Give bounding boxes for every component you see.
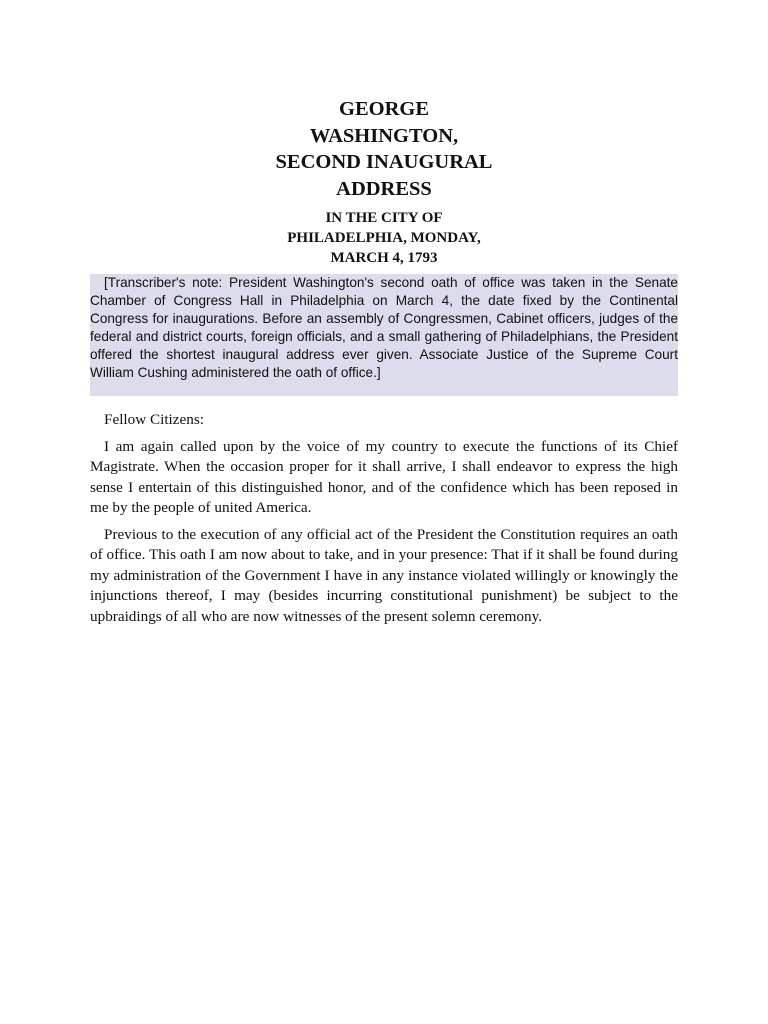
subtitle-line: IN THE CITY OF: [325, 210, 443, 226]
document-title: [90, 96, 678, 202]
title-line: WASHINGTON,: [309, 124, 459, 147]
body-paragraph: I am again called upon by the voice of my country to execute the functions of its Chief Magistrate. When the occasion proper for it shall arrive, I shall endeavor to express the high sense I entertain of this distinguished honor, and of the confidence which has been reposed in me by the people of united America.: [90, 437, 678, 516]
subtitle-line: MARCH 4, 1793: [330, 250, 438, 266]
body-paragraph: Previous to the execution of any official act of the President the Constitution requires an oath of office. This oath I am now about to take, and in your presence: That if it shall be found during my administration of the Government I have in any instance violated willingly or knowingly the injunctions thereof, I may (besides incurring constitutional punishment) be subject to the upbraidings of all who are now witnesses of the present solemn ceremony.: [90, 525, 678, 625]
subtitle-line: PHILADELPHIA, MONDAY,: [287, 230, 481, 246]
title-line: ADDRESS: [336, 177, 432, 200]
document-page: [90, 0, 678, 633]
document-subtitle: [90, 208, 678, 268]
salutation: Fellow Citizens:: [104, 411, 204, 428]
transcriber-note: [Transcriber's note: President Washington's second oath of office was taken in the Senate Chamber of Congress Hall in Philadelphia on March 4, the date fixed by the Continental Congress for inaugurations. Before an assembly of Congressmen, Cabinet officers, judges of the federal and district courts, foreign officials, and a small gathering of Philadelphians, the President offered the shortest inaugural address ever given. Associate Justice of the Supreme Court William Cushing administered the oath of office.]: [90, 274, 678, 396]
title-line: GEORGE: [339, 98, 429, 120]
address-body: [90, 410, 678, 627]
title-line: SECOND INAUGURAL: [275, 151, 493, 173]
